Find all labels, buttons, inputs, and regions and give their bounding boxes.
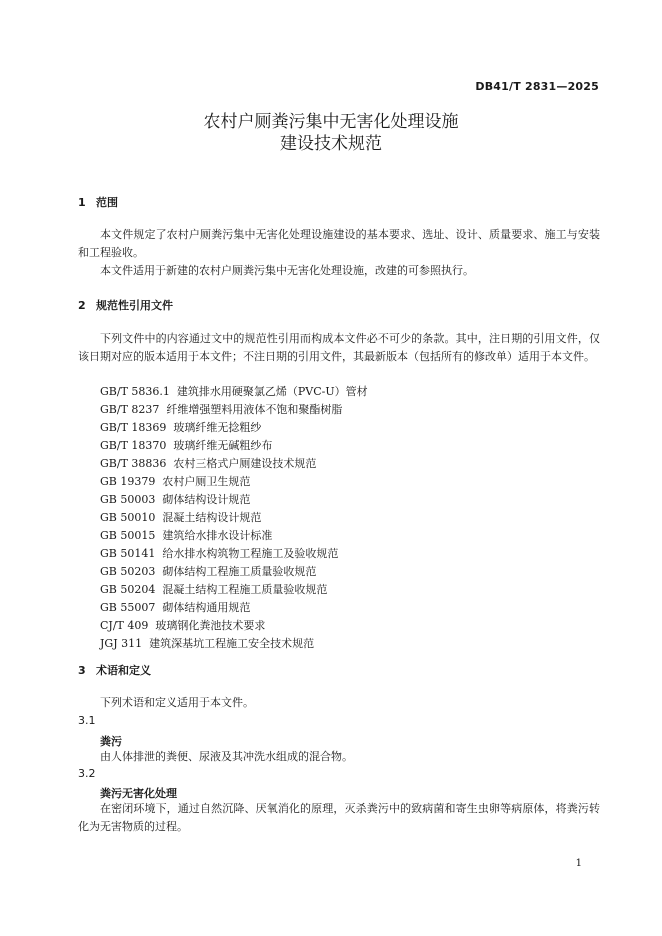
reference-item: GB/T 8237 纤维增强塑料用液体不饱和聚酯树脂 (100, 403, 343, 416)
reference-item: GB 50003 砌体结构设计规范 (100, 493, 251, 506)
standard-code: DB41/T 2831—2025 (475, 80, 599, 93)
section-title: 范围 (96, 196, 118, 209)
section-title: 术语和定义 (96, 664, 151, 677)
term-name: 粪污 (100, 735, 122, 748)
reference-item: CJ/T 409 玻璃钢化粪池技术要求 (100, 619, 266, 632)
term-name: 粪污无害化处理 (100, 787, 177, 800)
section-number: 3 (78, 664, 86, 677)
page-number: 1 (575, 858, 582, 869)
refs-intro-paragraph: 下列文件中的内容通过文中的规范性引用而构成本文件必不可少的条款。其中，注日期的引用文件，仅该日期对应的版本适用于本文件；不注日期的引用文件，其最新版本（包括所有的修改单）适用于本文件。 (78, 332, 600, 363)
reference-item: GB/T 18370 玻璃纤维无碱粗纱布 (100, 439, 273, 452)
reference-item: GB 50010 混凝土结构设计规范 (100, 511, 262, 524)
reference-item: GB 50204 混凝土结构工程施工质量验收规范 (100, 583, 328, 596)
term-definition: 由人体排泄的粪便、尿液及其冲洗水组成的混合物。 (100, 750, 353, 763)
reference-item: GB 55007 砌体结构通用规范 (100, 601, 251, 614)
document-title-line2: 建设技术规范 (280, 134, 382, 154)
section-heading-scope (78, 194, 118, 210)
section-number: 1 (78, 196, 86, 209)
scope-paragraph-1: 本文件规定了农村户厕粪污集中无害化处理设施建设的基本要求、选址、设计、质量要求、施工与安装和工程验收。 (78, 228, 600, 259)
section-heading-normative-refs (78, 297, 173, 313)
section-number: 2 (78, 299, 86, 312)
scope-paragraph-2: 本文件适用于新建的农村户厕粪污集中无害化处理设施，改建的可参照执行。 (100, 264, 474, 277)
reference-item: GB/T 5836.1 建筑排水用硬聚氯乙烯（PVC-U）管材 (100, 385, 368, 398)
reference-item: GB 19379 农村户厕卫生规范 (100, 475, 251, 488)
section-title: 规范性引用文件 (96, 299, 173, 312)
reference-item: GB/T 38836 农村三格式户厕建设技术规范 (100, 457, 317, 470)
reference-item: JGJ 311 建筑深基坑工程施工安全技术规范 (100, 637, 315, 650)
document-title-line1: 农村户厕粪污集中无害化处理设施 (203, 112, 459, 132)
reference-item: GB 50203 砌体结构工程施工质量验收规范 (100, 565, 317, 578)
terms-intro-paragraph: 下列术语和定义适用于本文件。 (100, 696, 254, 709)
term-clause-number: 3.1 (78, 714, 96, 727)
term-definition: 在密闭环境下，通过自然沉降、厌氧消化的原理，灭杀粪污中的致病菌和寄生虫卵等病原体，将粪污转化为无害物质的过程。 (78, 802, 600, 833)
section-heading-terms (78, 662, 151, 678)
reference-item: GB 50015 建筑给水排水设计标准 (100, 529, 273, 542)
reference-item: GB 50141 给水排水构筑物工程施工及验收规范 (100, 547, 339, 560)
term-clause-number: 3.2 (78, 767, 96, 780)
reference-item: GB/T 18369 玻璃纤维无捻粗纱 (100, 421, 262, 434)
